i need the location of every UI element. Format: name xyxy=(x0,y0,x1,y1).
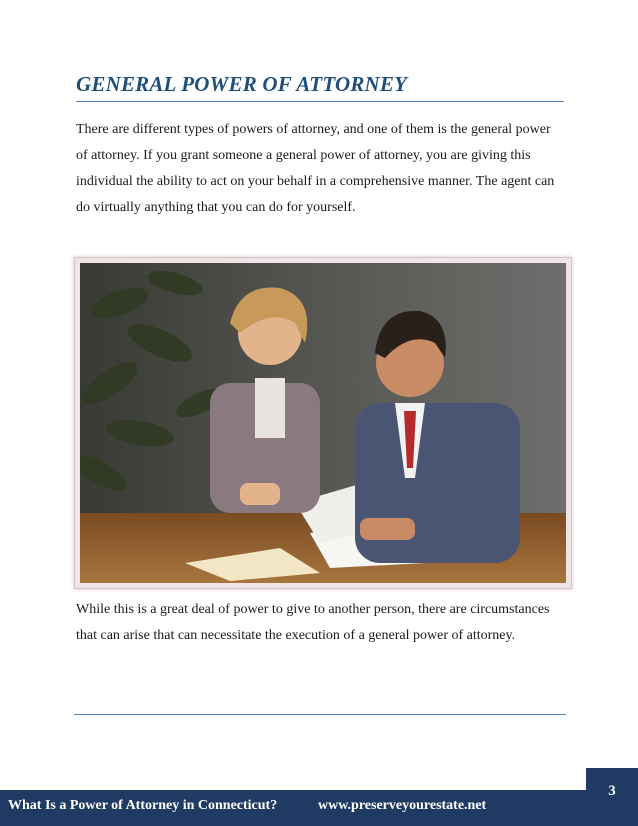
body-paragraph-1: There are different types of powers of attorney, and one of them is the general power of attorney. If you grant someone a general power of attorney, you are giving this individual the ability to act on your behalf in a comprehensive manner. The agent can do virtually anything that you can do for yourself. xyxy=(76,122,555,215)
page-number: 3 xyxy=(608,783,616,799)
section-divider xyxy=(74,714,566,715)
body-paragraph-2: While this is a great deal of power to give to another person, there are circumstances that can arise that can necessitate the execution of a general power of attorney. xyxy=(76,602,550,643)
photo-frame xyxy=(74,257,572,589)
footer-title: What Is a Power of Attorney in Connecticut? xyxy=(8,798,278,813)
footer-url: www.preserveyourestate.net xyxy=(318,798,487,813)
page-heading: GENERAL POWER OF ATTORNEY xyxy=(76,72,564,102)
business-meeting-photo xyxy=(80,263,566,583)
